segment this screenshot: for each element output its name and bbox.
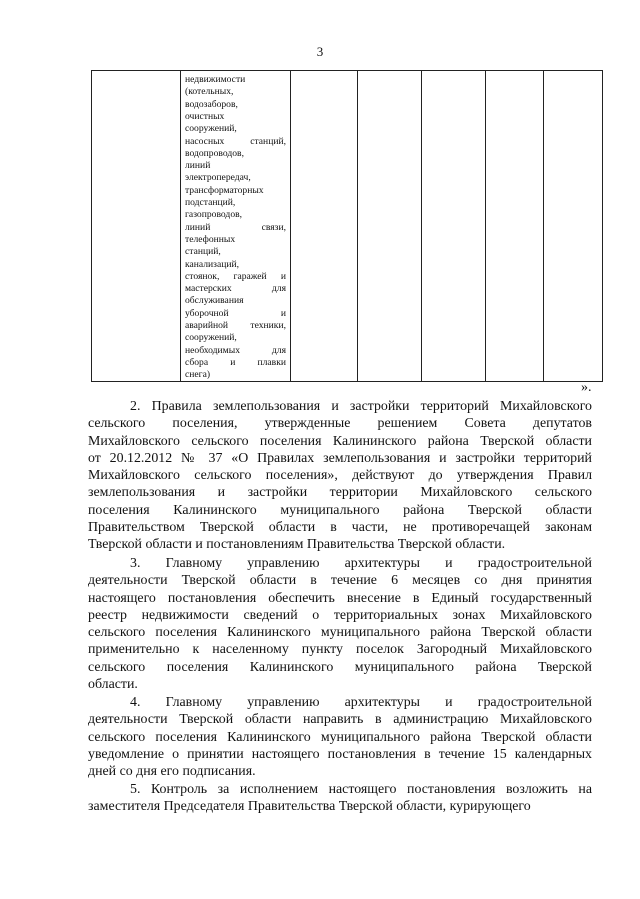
table-cell-number	[92, 71, 181, 382]
table-cell-line: водопроводов,	[185, 147, 244, 159]
table-cell-line: аварийной техники,	[185, 320, 286, 331]
table-cell-line: сооружений,	[185, 332, 237, 344]
paragraph-line: области.	[88, 677, 138, 693]
paragraph-line: Тверской области и постановлениям Правительства Тверской области.	[88, 537, 506, 553]
paragraph-5	[88, 781, 592, 816]
table-cell-empty	[291, 71, 358, 382]
paragraph-line: 4. Главному управлению архитектуры и градостроительной	[130, 695, 592, 710]
table-cell-line: снега)	[185, 369, 211, 381]
table-cell-line: водозаборов,	[185, 98, 238, 110]
table-cell-line: подстанций,	[185, 197, 236, 208]
table-cell-line: мастерских для	[185, 283, 286, 295]
table-cell-description	[181, 71, 291, 382]
table-cell-line: недвижимости	[185, 74, 246, 85]
table-cell-empty	[358, 71, 422, 382]
table-cell-line: линий	[185, 160, 211, 172]
table-cell-line: уборочной и	[185, 307, 286, 319]
paragraph-line: 5. Контроль за исполнением настоящего постановления возложить на	[130, 782, 592, 797]
paragraph-line: сельского поселения Калининского муниципального района Тверской области	[88, 625, 592, 641]
paragraph-line: применительно к населенному пункту поселок Загородный Михайловского	[88, 642, 592, 658]
paragraph-line: землепользования и застройки территории Михайловского сельского	[88, 485, 592, 501]
paragraph-line: от 20.12.2012 № 37 «О Правилах землепользования и застройки территорий	[88, 450, 592, 466]
paragraph-line: дней со дня его подписания.	[88, 764, 256, 780]
table-cell-line: стоянок, гаражей и	[185, 270, 286, 282]
table-cell-empty	[422, 71, 486, 382]
paragraph-line: настоящего постановления обеспечить внесение в Единый государственный	[88, 590, 592, 606]
table-cell-line: линий связи,	[185, 221, 286, 233]
paragraph-line: Правительством Тверской области в части, не противоречащей законам	[88, 520, 592, 536]
table-cell-line: станций,	[185, 246, 221, 258]
closing-quote: ».	[581, 380, 592, 395]
table-cell-line: обслуживания	[185, 295, 244, 307]
table-cell-line: канализаций,	[185, 258, 240, 270]
table-cell-line: сооружений,	[185, 123, 237, 135]
page-number: 3	[316, 44, 324, 59]
paragraph-3	[88, 555, 592, 693]
table-cell-line: необходимых для	[185, 344, 286, 356]
table-cell-line: телефонных	[185, 233, 236, 245]
paragraph-line: сельского поселения Калининского муниципального района Тверской области	[88, 729, 592, 745]
table-cell-empty	[486, 71, 544, 382]
table-cell-line: электропередач,	[185, 172, 251, 184]
paragraph-line: уведомление о принятии настоящего постановления в течение 15 календарных	[88, 746, 592, 762]
table-cell-empty	[544, 71, 603, 382]
paragraph-line: сельского поселения Калининского муниципального района Тверской	[88, 659, 592, 675]
table-cell-line: трансформаторных	[185, 184, 264, 196]
paragraph-2	[88, 398, 592, 554]
paragraph-line: Михайловского сельского поселения Калининского района Тверской области	[88, 433, 592, 449]
paragraph-4	[88, 694, 592, 780]
paragraph-line: 3. Главному управлению архитектуры и градостроительной	[130, 556, 592, 571]
paragraph-line: поселения Калининского муниципального района Тверской области	[88, 502, 592, 518]
paragraph-line: деятельности Тверской области в течение 6 месяцев со дня принятия	[88, 573, 592, 589]
continuation-table	[91, 70, 603, 382]
paragraph-line: деятельности Тверской области направить в администрацию Михайловского	[88, 712, 592, 728]
paragraph-line: реестр недвижимости сведений о территориальных зонах Михайловского	[88, 607, 592, 623]
paragraph-line: заместителя Председателя Правительства Тверской области, курирующего	[88, 799, 531, 815]
paragraph-line: сельского поселения, утвержденные решением Совета депутатов	[88, 416, 592, 432]
paragraph-line: 2. Правила землепользования и застройки территорий Михайловского	[130, 399, 592, 414]
table-cell-line: очистных	[185, 110, 225, 122]
table-cell-line: газопроводов,	[185, 209, 243, 221]
table-cell-line: (котельных,	[185, 86, 234, 98]
table-cell-line: сбора и плавки	[185, 356, 286, 368]
table-cell-line: насосных станций,	[185, 135, 286, 147]
paragraph-line: Михайловского сельского поселения», действуют до утверждения Правил	[88, 468, 592, 484]
